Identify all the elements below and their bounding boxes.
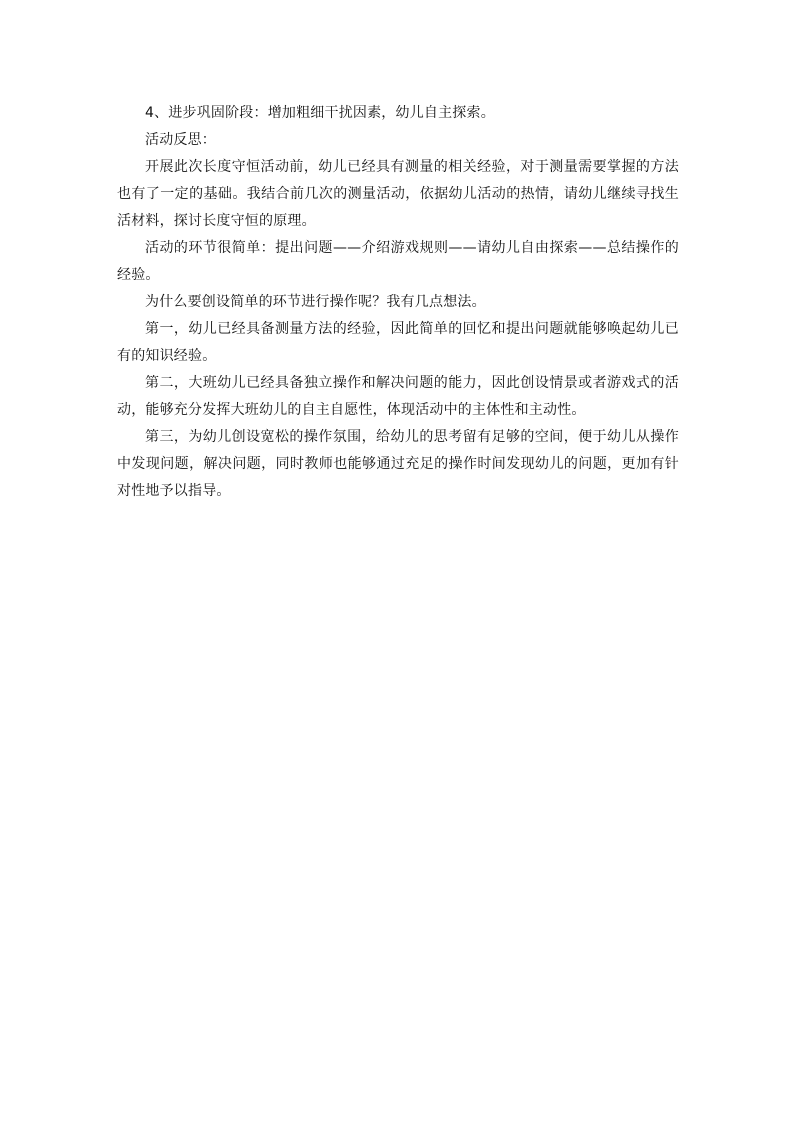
paragraph-stage-4: 4、进步巩固阶段：增加粗细干扰因素，幼儿自主探索。 — [145, 105, 495, 121]
paragraph-point-1: 第一，幼儿已经具备测量方法的经验，因此简单的回忆和提出问题就能够唤起幼儿已有的知识经验。 — [117, 321, 679, 364]
paragraph-reflection-heading: 活动反思： — [145, 132, 216, 148]
paragraph-reflection-intro: 开展此次长度守恒活动前，幼儿已经具有测量的相关经验，对于测量需要掌握的方法也有了一定的基础。我结合前几次的测量活动，依据幼儿活动的热情，请幼儿继续寻找生活材料，探讨长度守恒的原理。 — [117, 159, 679, 229]
paragraph-activity-steps: 活动的环节很简单：提出问题——介绍游戏规则——请幼儿自由探索——总结操作的经验。 — [117, 240, 679, 283]
paragraph-point-2: 第二，大班幼儿已经具备独立操作和解决问题的能力，因此创设情景或者游戏式的活动，能够充分发挥大班幼儿的自主自愿性，体现活动中的主体性和主动性。 — [117, 375, 679, 418]
document-body — [117, 100, 679, 505]
paragraph-question: 为什么要创设简单的环节进行操作呢？我有几点想法。 — [145, 294, 486, 310]
paragraph-point-3: 第三，为幼儿创设宽松的操作氛围，给幼儿的思考留有足够的空间，便于幼儿从操作中发现问题，解决问题，同时教师也能够通过充足的操作时间发现幼儿的问题，更加有针对性地予以指导。 — [117, 429, 679, 499]
